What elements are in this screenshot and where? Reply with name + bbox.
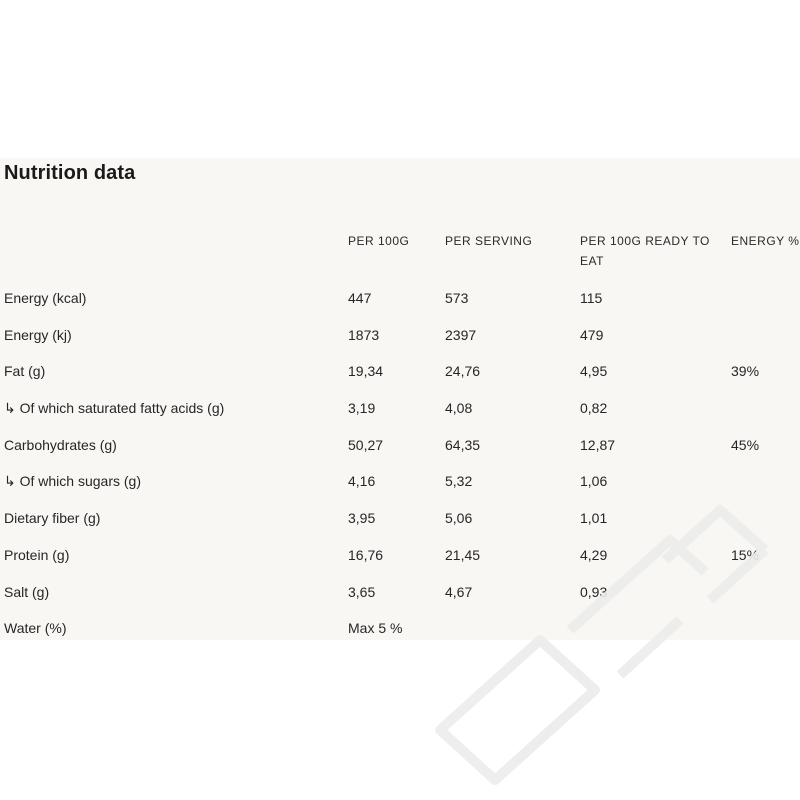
nutrient-label: Salt (g) <box>4 583 50 600</box>
per-serving-value: 64,35 <box>445 436 481 453</box>
table-row <box>0 354 800 391</box>
ready-to-eat-value: 0,93 <box>580 583 608 600</box>
ready-to-eat-value: 115 <box>580 290 603 306</box>
table-row <box>0 538 800 575</box>
nutrient-label: Fat (g) <box>4 363 46 380</box>
ready-to-eat-value: 0,82 <box>580 400 608 417</box>
header-per-100g-ready: PER 100G READY TO EAT <box>580 234 710 268</box>
energy-percent-value: 45% <box>731 436 760 453</box>
ready-to-eat-value: 1,01 <box>580 510 608 527</box>
per-serving-value: 573 <box>445 290 469 306</box>
per-serving-value: 24,76 <box>445 363 481 380</box>
nutrient-label: Dietary fiber (g) <box>4 510 101 527</box>
per-100g-value: 4,16 <box>348 473 376 490</box>
nutrient-label: ↳ Of which sugars (g) <box>4 473 141 490</box>
table-row <box>0 575 800 612</box>
per-100g-value: 1873 <box>348 326 380 343</box>
energy-percent-value: 15% <box>731 546 760 563</box>
per-100g-value: 3,19 <box>348 400 376 417</box>
table-row <box>0 318 800 355</box>
nutrient-label: Water (%) <box>4 620 67 637</box>
header-energy-percent: ENERGY % <box>731 234 800 248</box>
per-100g-value: 3,65 <box>348 583 376 600</box>
nutrient-label: Protein (g) <box>4 546 70 563</box>
nutrition-table <box>0 281 800 648</box>
table-row <box>0 281 800 318</box>
table-row <box>0 391 800 428</box>
section-title: Nutrition data <box>4 162 136 184</box>
per-serving-value: 21,45 <box>445 546 481 563</box>
table-row <box>0 611 800 648</box>
nutrient-label: Carbohydrates (g) <box>4 436 117 453</box>
per-100g-value: 447 <box>348 290 372 306</box>
per-serving-value: 4,67 <box>445 583 473 600</box>
header-per-100g: PER 100G <box>348 234 410 248</box>
nutrient-label: Energy (kcal) <box>4 290 87 306</box>
per-serving-value: 4,08 <box>445 400 473 417</box>
ready-to-eat-value: 1,06 <box>580 473 608 490</box>
table-row <box>0 428 800 465</box>
table-row <box>0 464 800 501</box>
per-100g-value: 19,34 <box>348 363 384 380</box>
ready-to-eat-value: 479 <box>580 326 604 343</box>
nutrient-label: Energy (kj) <box>4 326 72 343</box>
ready-to-eat-value: 4,95 <box>580 363 608 380</box>
per-100g-value: 50,27 <box>348 436 384 453</box>
per-100g-value: Max 5 % <box>348 620 403 637</box>
energy-percent-value: 39% <box>731 363 760 380</box>
per-100g-value: 3,95 <box>348 510 376 527</box>
per-100g-value: 16,76 <box>348 546 384 563</box>
ready-to-eat-value: 4,29 <box>580 546 608 563</box>
per-serving-value: 2397 <box>445 326 477 343</box>
ready-to-eat-value: 12,87 <box>580 436 616 453</box>
header-per-serving: PER SERVING <box>445 234 533 248</box>
table-row <box>0 501 800 538</box>
per-serving-value: 5,06 <box>445 510 473 527</box>
per-serving-value: 5,32 <box>445 473 473 490</box>
nutrient-label: ↳ Of which saturated fatty acids (g) <box>4 400 225 417</box>
